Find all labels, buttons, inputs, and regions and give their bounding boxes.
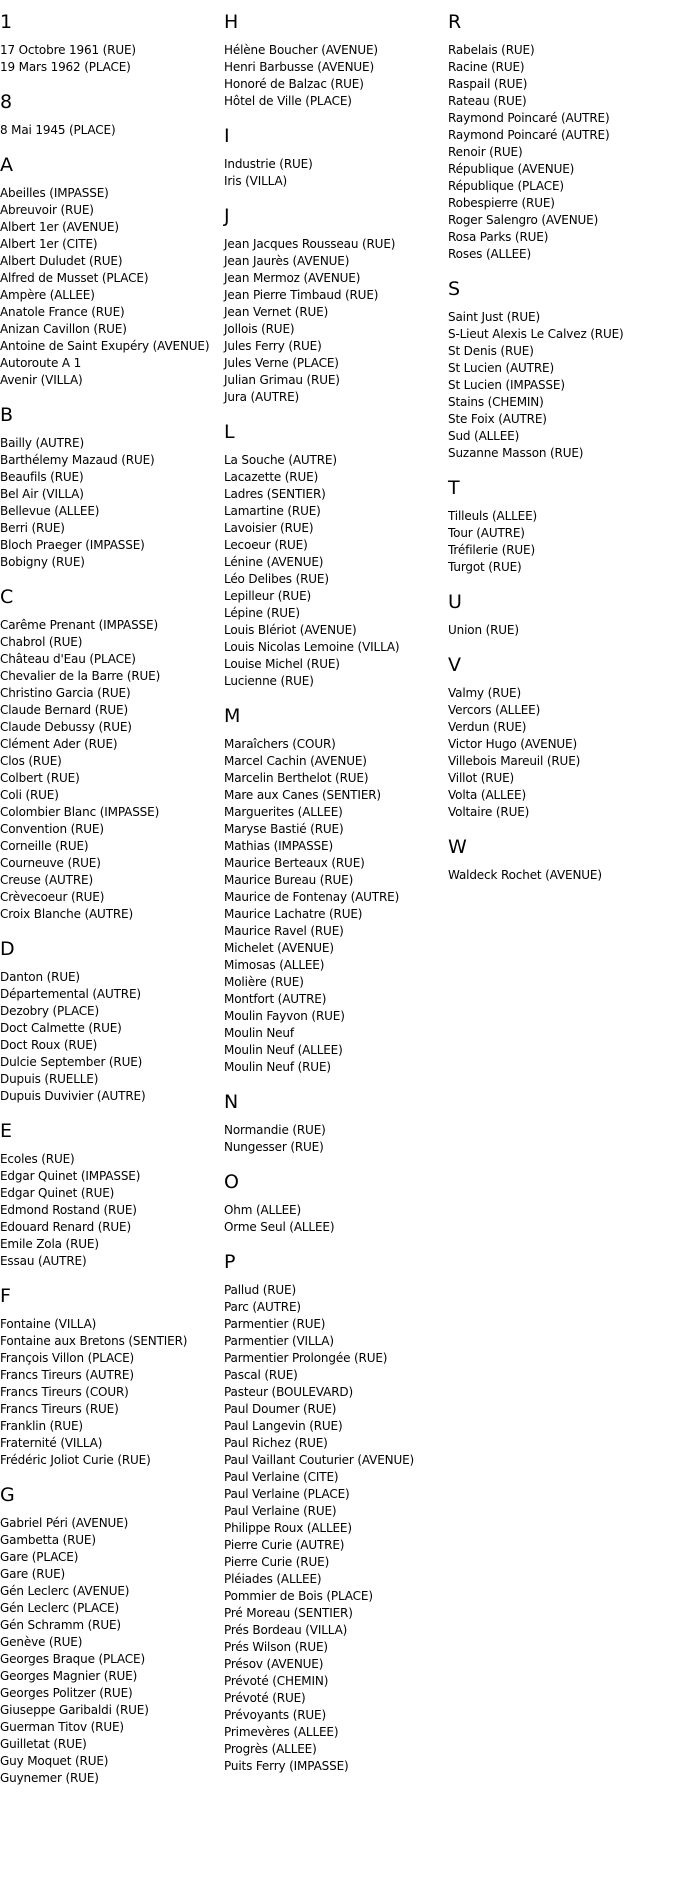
street-name: Robespierre (RUE) (448, 196, 555, 210)
street-name: Beaufils (RUE) (0, 470, 84, 484)
street-name: Pléiades (ALLEE) (224, 1572, 322, 1586)
section-letter-heading: S (448, 278, 461, 300)
street-name: Industrie (RUE) (224, 157, 313, 171)
street-name: Pallud (RUE) (224, 1283, 297, 1297)
street-name: Hôtel de Ville (PLACE) (224, 94, 352, 108)
section-letter-heading: M (224, 705, 241, 727)
street-name: Doct Calmette (RUE) (0, 1021, 122, 1035)
street-name: St Lucien (IMPASSE) (448, 378, 565, 392)
street-name: Julian Grimau (RUE) (224, 373, 340, 387)
letter-section (0, 586, 215, 923)
street-name: Prés Wilson (RUE) (224, 1640, 328, 1654)
street-name: Pierre Curie (RUE) (224, 1555, 330, 1569)
street-name: Ecoles (RUE) (0, 1152, 75, 1166)
street-name: Renoir (RUE) (448, 145, 523, 159)
street-name: Louis Nicolas Lemoine (VILLA) (224, 640, 400, 654)
street-name: 19 Mars 1962 (PLACE) (0, 60, 131, 74)
street-name: Fontaine aux Bretons (SENTIER) (0, 1334, 188, 1348)
street-name: Voltaire (RUE) (448, 805, 530, 819)
street-name: Mare aux Canes (SENTIER) (224, 788, 381, 802)
letter-section (0, 404, 215, 571)
street-name: Waldeck Rochet (AVENUE) (448, 868, 602, 882)
letter-section (0, 938, 215, 1105)
street-name: Parmentier Prolongée (RUE) (224, 1351, 388, 1365)
street-name: Parc (AUTRE) (224, 1300, 301, 1314)
street-name: Doct Roux (RUE) (0, 1038, 98, 1052)
street-name: Bailly (AUTRE) (0, 436, 85, 450)
street-name: Crèvecoeur (RUE) (0, 890, 105, 904)
letter-section (224, 421, 439, 690)
street-name: Villot (RUE) (448, 771, 515, 785)
street-name: François Villon (PLACE) (0, 1351, 135, 1365)
street-name: Jean Jaurès (AVENUE) (224, 254, 350, 268)
street-name: République (PLACE) (448, 179, 564, 193)
letter-section (224, 11, 439, 110)
street-name: Edgar Quinet (RUE) (0, 1186, 115, 1200)
letter-section (224, 1171, 439, 1236)
street-name: Anizan Cavillon (RUE) (0, 322, 127, 336)
street-name: Mimosas (ALLEE) (224, 958, 325, 972)
street-name: Rosa Parks (RUE) (448, 230, 549, 244)
section-letter-heading: V (448, 654, 461, 676)
street-name: Autoroute A 1 (0, 356, 82, 370)
street-name: Moulin Neuf (RUE) (224, 1060, 331, 1074)
street-name: Lénine (AVENUE) (224, 555, 324, 569)
street-name: Saint Just (RUE) (448, 310, 541, 324)
letter-section (224, 125, 439, 190)
street-name: Moulin Fayvon (RUE) (224, 1009, 345, 1023)
street-name: Roses (ALLEE) (448, 247, 531, 261)
section-letter-heading: U (448, 591, 462, 613)
letter-section (0, 91, 215, 139)
street-name: Honoré de Balzac (RUE) (224, 77, 364, 91)
letter-section (448, 654, 663, 821)
street-name: Christino Garcia (RUE) (0, 686, 131, 700)
street-name: Coli (RUE) (0, 788, 59, 802)
section-letter-heading: J (224, 205, 230, 227)
section-letter-heading: A (0, 154, 13, 176)
letter-section (448, 278, 663, 462)
street-name: Verdun (RUE) (448, 720, 527, 734)
letter-section (224, 1251, 439, 1775)
street-name: Raymond Poincaré (AUTRE) (448, 128, 610, 142)
street-name: Tilleuls (ALLEE) (448, 509, 538, 523)
section-letter-heading: O (224, 1171, 239, 1193)
street-name: St Denis (RUE) (448, 344, 534, 358)
street-name: Nungesser (RUE) (224, 1140, 324, 1154)
street-name: Fraternité (VILLA) (0, 1436, 103, 1450)
street-name: Claude Bernard (RUE) (0, 703, 129, 717)
street-name: Croix Blanche (AUTRE) (0, 907, 134, 921)
street-name: Louise Michel (RUE) (224, 657, 340, 671)
street-name: Dulcie September (RUE) (0, 1055, 143, 1069)
street-name: Paul Doumer (RUE) (224, 1402, 337, 1416)
street-name: Gare (RUE) (0, 1567, 66, 1581)
street-name: Gambetta (RUE) (0, 1533, 96, 1547)
street-name: Antoine de Saint Exupéry (AVENUE) (0, 339, 210, 353)
section-letter-heading: P (224, 1251, 236, 1273)
street-name: Lepilleur (RUE) (224, 589, 312, 603)
street-name: Marcel Cachin (AVENUE) (224, 754, 367, 768)
street-name: Pommier de Bois (PLACE) (224, 1589, 373, 1603)
street-name: Albert 1er (AVENUE) (0, 220, 119, 234)
street-name: Iris (VILLA) (224, 174, 288, 188)
street-name: Léo Delibes (RUE) (224, 572, 329, 586)
street-name: Avenir (VILLA) (0, 373, 83, 387)
street-index-column-1 (0, 0, 215, 1802)
section-letter-heading: I (224, 125, 230, 147)
street-name: Georges Magnier (RUE) (0, 1669, 138, 1683)
street-name: Volta (ALLEE) (448, 788, 526, 802)
street-name: Colombier Blanc (IMPASSE) (0, 805, 160, 819)
street-name: Paul Richez (RUE) (224, 1436, 328, 1450)
street-name: Michelet (AVENUE) (224, 941, 334, 955)
letter-section (0, 154, 215, 389)
street-name: Clément Ader (RUE) (0, 737, 118, 751)
street-name: Henri Barbusse (AVENUE) (224, 60, 375, 74)
street-name: Maraîchers (COUR) (224, 737, 336, 751)
street-name: Ampère (ALLEE) (0, 288, 95, 302)
street-name: Maurice Lachatre (RUE) (224, 907, 363, 921)
street-name: La Souche (AUTRE) (224, 453, 337, 467)
street-name: Pascal (RUE) (224, 1368, 298, 1382)
street-name: Jules Verne (PLACE) (224, 356, 339, 370)
street-name: Edouard Renard (RUE) (0, 1220, 132, 1234)
street-name: Emile Zola (RUE) (0, 1237, 99, 1251)
letter-section (0, 1484, 215, 1787)
street-name: 17 Octobre 1961 (RUE) (0, 43, 136, 57)
street-name: Prévoté (CHEMIN) (224, 1674, 329, 1688)
letter-section (0, 1285, 215, 1469)
street-name: Jean Pierre Timbaud (RUE) (224, 288, 379, 302)
street-name: Francs Tireurs (AUTRE) (0, 1368, 134, 1382)
street-name: Dupuis (RUELLE) (0, 1072, 99, 1086)
street-name: Paul Vaillant Couturier (AVENUE) (224, 1453, 415, 1467)
street-name: Abeilles (IMPASSE) (0, 186, 109, 200)
street-name: Moulin Neuf (224, 1026, 294, 1040)
street-name: Lacazette (RUE) (224, 470, 319, 484)
street-name: Bloch Praeger (IMPASSE) (0, 538, 145, 552)
street-name: Giuseppe Garibaldi (RUE) (0, 1703, 149, 1717)
street-name: Jean Mermoz (AVENUE) (224, 271, 361, 285)
street-name: Sud (ALLEE) (448, 429, 520, 443)
street-name: Jollois (RUE) (224, 322, 295, 336)
street-name: Essau (AUTRE) (0, 1254, 87, 1268)
street-name: Hélène Boucher (AVENUE) (224, 43, 378, 57)
street-name: Pré Moreau (SENTIER) (224, 1606, 353, 1620)
street-name: Raspail (RUE) (448, 77, 528, 91)
section-letter-heading: F (0, 1285, 11, 1307)
section-letter-heading: D (0, 938, 15, 960)
letter-section (0, 1120, 215, 1270)
street-name: Convention (RUE) (0, 822, 104, 836)
street-name: Courneuve (RUE) (0, 856, 101, 870)
letter-section (224, 1091, 439, 1156)
section-letter-heading: B (0, 404, 14, 426)
street-name: Maurice de Fontenay (AUTRE) (224, 890, 400, 904)
street-name: Maurice Ravel (RUE) (224, 924, 344, 938)
street-name: Lépine (RUE) (224, 606, 300, 620)
section-letter-heading: L (224, 421, 235, 443)
street-name: Victor Hugo (AVENUE) (448, 737, 578, 751)
street-name: Francs Tireurs (COUR) (0, 1385, 129, 1399)
street-name: Valmy (RUE) (448, 686, 521, 700)
street-name: Colbert (RUE) (0, 771, 80, 785)
street-name: République (AVENUE) (448, 162, 575, 176)
street-name: Guy Moquet (RUE) (0, 1754, 109, 1768)
street-name: Georges Braque (PLACE) (0, 1652, 145, 1666)
street-name: Molière (RUE) (224, 975, 304, 989)
letter-section (0, 11, 215, 76)
street-name: Dezobry (PLACE) (0, 1004, 100, 1018)
street-name: Progrès (ALLEE) (224, 1742, 317, 1756)
street-name: Raymond Poincaré (AUTRE) (448, 111, 610, 125)
street-name: Creuse (AUTRE) (0, 873, 93, 887)
street-name: Francs Tireurs (RUE) (0, 1402, 119, 1416)
street-name: Gabriel Péri (AVENUE) (0, 1516, 129, 1530)
street-name: Bel Air (VILLA) (0, 487, 84, 501)
section-letter-heading: G (0, 1484, 15, 1506)
street-name: Louis Blériot (AVENUE) (224, 623, 357, 637)
street-name: Jura (AUTRE) (224, 390, 300, 404)
section-letter-heading: H (224, 11, 239, 33)
letter-section (224, 205, 439, 406)
street-name: Danton (RUE) (0, 970, 80, 984)
street-name: Paul Verlaine (RUE) (224, 1504, 337, 1518)
street-name: Villebois Mareuil (RUE) (448, 754, 581, 768)
street-name: Berri (RUE) (0, 521, 65, 535)
street-name: Paul Verlaine (CITE) (224, 1470, 339, 1484)
street-name: Anatole France (RUE) (0, 305, 125, 319)
section-letter-heading: N (224, 1091, 239, 1113)
street-name: Chevalier de la Barre (RUE) (0, 669, 161, 683)
street-name: Guynemer (RUE) (0, 1771, 99, 1785)
street-name: Puits Ferry (IMPASSE) (224, 1759, 349, 1773)
street-name: Paul Langevin (RUE) (224, 1419, 343, 1433)
street-name: Edgar Quinet (IMPASSE) (0, 1169, 141, 1183)
street-name: Chabrol (RUE) (0, 635, 83, 649)
street-name: Edmond Rostand (RUE) (0, 1203, 137, 1217)
street-name: Gén Leclerc (PLACE) (0, 1601, 120, 1615)
street-name: Georges Politzer (RUE) (0, 1686, 133, 1700)
street-name: Clos (RUE) (0, 754, 62, 768)
street-name: Mathias (IMPASSE) (224, 839, 333, 853)
street-name: Stains (CHEMIN) (448, 395, 544, 409)
street-name: Maurice Bureau (RUE) (224, 873, 354, 887)
street-name: Ohm (ALLEE) (224, 1203, 302, 1217)
street-name: Union (RUE) (448, 623, 519, 637)
street-name: Présov (AVENUE) (224, 1657, 324, 1671)
section-letter-heading: W (448, 836, 467, 858)
street-name: Roger Salengro (AVENUE) (448, 213, 599, 227)
street-name: Gare (PLACE) (0, 1550, 79, 1564)
street-name: Fontaine (VILLA) (0, 1317, 97, 1331)
letter-section (224, 705, 439, 1076)
street-name: Rabelais (RUE) (448, 43, 535, 57)
street-name: Lucienne (RUE) (224, 674, 314, 688)
street-name: Rateau (RUE) (448, 94, 527, 108)
street-name: Maurice Berteaux (RUE) (224, 856, 365, 870)
street-name: Primevères (ALLEE) (224, 1725, 339, 1739)
street-name: Racine (RUE) (448, 60, 525, 74)
street-name: Bobigny (RUE) (0, 555, 85, 569)
street-name: Ste Foix (AUTRE) (448, 412, 547, 426)
street-name: 8 Mai 1945 (PLACE) (0, 123, 116, 137)
street-name: Château d'Eau (PLACE) (0, 652, 136, 666)
street-name: Marguerites (ALLEE) (224, 805, 343, 819)
street-index-column-2 (224, 0, 439, 1790)
street-name: Montfort (AUTRE) (224, 992, 327, 1006)
street-name: Guilletat (RUE) (0, 1737, 87, 1751)
section-letter-heading: E (0, 1120, 13, 1142)
street-name: Départemental (AUTRE) (0, 987, 141, 1001)
street-name: Albert 1er (CITE) (0, 237, 98, 251)
street-name: Philippe Roux (ALLEE) (224, 1521, 352, 1535)
street-name: Claude Debussy (RUE) (0, 720, 132, 734)
street-name: Parmentier (RUE) (224, 1317, 326, 1331)
street-name: Genève (RUE) (0, 1635, 83, 1649)
street-name: Normandie (RUE) (224, 1123, 326, 1137)
street-index-column-3 (448, 0, 663, 899)
street-name: Alfred de Musset (PLACE) (0, 271, 149, 285)
street-name: St Lucien (AUTRE) (448, 361, 555, 375)
street-name: Parmentier (VILLA) (224, 1334, 334, 1348)
street-name: Bellevue (ALLEE) (0, 504, 100, 518)
street-name: Turgot (RUE) (448, 560, 522, 574)
street-name: Maryse Bastié (RUE) (224, 822, 344, 836)
street-name: Abreuvoir (RUE) (0, 203, 94, 217)
street-name: Marcelin Berthelot (RUE) (224, 771, 369, 785)
street-name: Franklin (RUE) (0, 1419, 83, 1433)
street-name: Frédéric Joliot Curie (RUE) (0, 1453, 151, 1467)
street-name: Lecoeur (RUE) (224, 538, 308, 552)
street-name: Tréfilerie (RUE) (448, 543, 536, 557)
street-name: Jules Ferry (RUE) (224, 339, 322, 353)
section-letter-heading: T (448, 477, 460, 499)
street-name: Barthélemy Mazaud (RUE) (0, 453, 155, 467)
street-name: Lamartine (RUE) (224, 504, 321, 518)
street-name: Gén Leclerc (AVENUE) (0, 1584, 130, 1598)
street-name: Moulin Neuf (ALLEE) (224, 1043, 343, 1057)
street-name: Albert Duludet (RUE) (0, 254, 123, 268)
street-name: Pasteur (BOULEVARD) (224, 1385, 354, 1399)
section-letter-heading: 1 (0, 11, 13, 33)
street-name: Dupuis Duvivier (AUTRE) (0, 1089, 146, 1103)
street-name: Guerman Titov (RUE) (0, 1720, 124, 1734)
street-name: Tour (AUTRE) (448, 526, 525, 540)
letter-section (448, 836, 663, 884)
street-name: Jean Vernet (RUE) (224, 305, 329, 319)
street-name: Prévoté (RUE) (224, 1691, 306, 1705)
street-name: Pierre Curie (AUTRE) (224, 1538, 345, 1552)
section-letter-heading: R (448, 11, 462, 33)
street-name: Jean Jacques Rousseau (RUE) (224, 237, 396, 251)
letter-section (448, 477, 663, 576)
street-name: Ladres (SENTIER) (224, 487, 326, 501)
street-name: Gén Schramm (RUE) (0, 1618, 121, 1632)
section-letter-heading: 8 (0, 91, 13, 113)
section-letter-heading: C (0, 586, 14, 608)
letter-section (448, 591, 663, 639)
street-name: Carême Prenant (IMPASSE) (0, 618, 158, 632)
street-name: Suzanne Masson (RUE) (448, 446, 584, 460)
street-name: Corneille (RUE) (0, 839, 89, 853)
letter-section (448, 11, 663, 263)
street-name: Orme Seul (ALLEE) (224, 1220, 335, 1234)
street-name: Prés Bordeau (VILLA) (224, 1623, 348, 1637)
street-name: Vercors (ALLEE) (448, 703, 541, 717)
street-name: S-Lieut Alexis Le Calvez (RUE) (448, 327, 624, 341)
street-name: Paul Verlaine (PLACE) (224, 1487, 350, 1501)
street-name: Prévoyants (RUE) (224, 1708, 327, 1722)
street-name: Lavoisier (RUE) (224, 521, 314, 535)
